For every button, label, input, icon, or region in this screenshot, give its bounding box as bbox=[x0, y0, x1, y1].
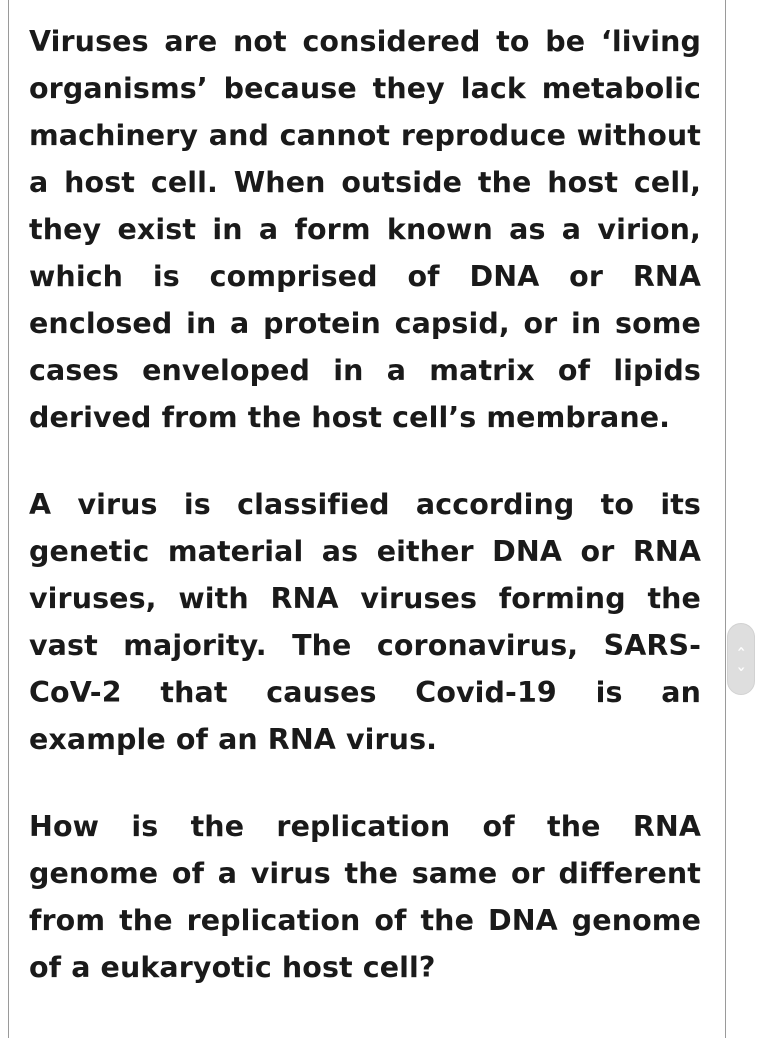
paragraph-gap bbox=[29, 763, 701, 803]
chevron-up-icon[interactable]: ‹ bbox=[733, 646, 749, 652]
document-body bbox=[29, 18, 701, 991]
paragraph-virus-classification: A virus is classified according to its genetic material as either DNA or RNA viruses, with RNA viruses forming the vast majority. The coronavirus, SARS-CoV-2 that causes Covid-19 is an example of an RNA virus. bbox=[29, 488, 701, 756]
document-page bbox=[8, 0, 726, 1038]
chevron-down-icon[interactable]: › bbox=[733, 666, 749, 672]
paragraph-virus-definition: Viruses are not considered to be ‘living organisms’ because they lack metabolic machinery and cannot reproduce without a host cell. When outside the host cell, they exist in a form known as a virion, which is comprised of DNA or RNA enclosed in a protein capsid, or in some cases enveloped in a matrix of lipids derived from the host cell’s membrane. bbox=[29, 25, 701, 434]
page-scroll-control[interactable] bbox=[727, 623, 755, 695]
paragraph-question: How is the replication of the RNA genome of a virus the same or different from the replication of the DNA genome of a eukaryotic host cell? bbox=[29, 810, 701, 984]
paragraph-gap bbox=[29, 441, 701, 481]
